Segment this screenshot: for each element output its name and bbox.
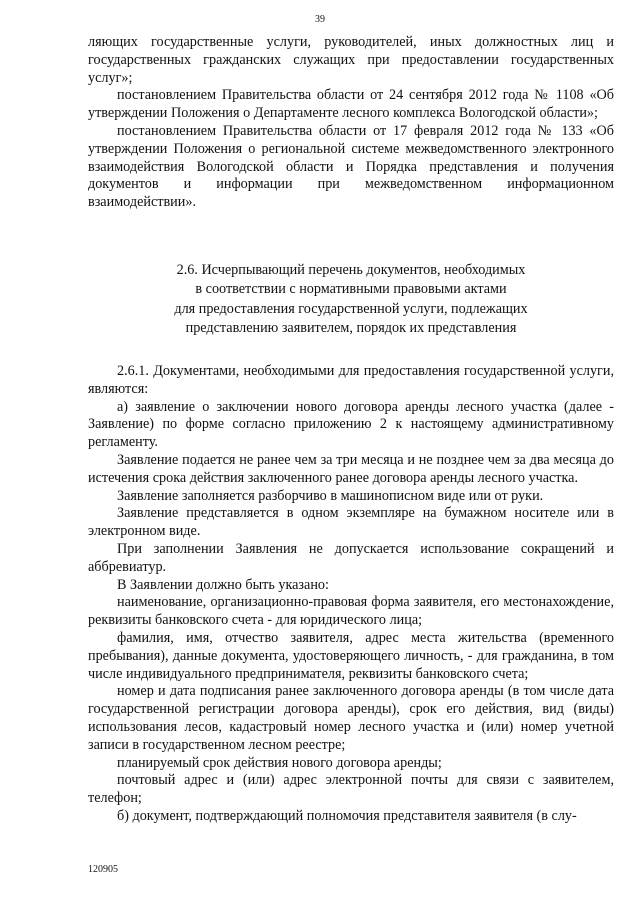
heading-line: для предоставления государственной услуги, подлежащих <box>174 300 528 317</box>
paragraph: почтовый адрес и (или) адрес электронной почты для связи с заявителем, телефон; <box>88 772 614 807</box>
paragraph: номер и дата подписания ранее заключенного договора аренды (в том числе дата государственной регистрации договора аренды), срок его действия, вид (виды) использования лесов, кадастровый номер лесного участка и (или) номер учетной записи в государственном лесном реестре; <box>88 683 614 753</box>
paragraph: При заполнении Заявления не допускается использование сокращений и аббревиатур. <box>88 540 614 575</box>
paragraph: а) заявление о заключении нового договора аренды лесного участка (далее - Заявление) по форме согласно приложению 2 к настоящему административному регламенту. <box>88 398 614 451</box>
heading-line: 2.6. Исчерпывающий перечень документов, необходимых <box>176 261 526 278</box>
document-body <box>88 34 614 826</box>
paragraph: Заявление подается не ранее чем за три месяца и не позднее чем за два месяца до истечения срока действия заключенного ранее договора аренды лесного участка. <box>88 451 614 486</box>
paragraph: 2.6.1. Документами, необходимыми для предоставления государственной услуги, являются: <box>88 362 614 397</box>
paragraph: В Заявлении должно быть указано: <box>117 576 329 593</box>
page-number: 39 <box>315 14 325 25</box>
paragraph: б) документ, подтверждающий полномочия представителя заявителя (в слу- <box>117 807 577 824</box>
heading-line: представлению заявителем, порядок их представления <box>185 320 517 337</box>
document-code: 120905 <box>88 864 118 875</box>
paragraph: ляющих государственные услуги, руководителей, иных должностных лиц и государственных гражданских служащих при предоставлении государственных услуг»; <box>88 34 614 86</box>
paragraph: фамилия, имя, отчество заявителя, адрес места жительства (временного пребывания), данные документа, удостоверяющего личность, - для гражданина, в том числе индивидуального предпринимателя, реквизиты банковского счета; <box>88 629 614 682</box>
paragraph: Заявление заполняется разборчиво в машинописном виде или от руки. <box>117 487 544 504</box>
paragraph: наименование, организационно-правовая форма заявителя, его местонахождение, реквизиты банковского счета - для юридического лица; <box>88 594 614 629</box>
paragraph: постановлением Правительства области от 24 сентября 2012 года № 1108 «Об утверждении Положения о Департаменте лесного комплекса Вологодской области»; <box>88 87 614 122</box>
section-heading <box>88 261 614 339</box>
paragraph: планируемый срок действия нового договора аренды; <box>117 754 442 771</box>
paragraph: постановлением Правительства области от 17 февраля 2012 года № 133 «Об утверждении Положения о региональной системе межведомственного электронного взаимодействия Вологодской области и Порядка представления и получения документов и информации при межведомственном информационном взаимодействии». <box>88 122 614 211</box>
paragraph: Заявление представляется в одном экземпляре на бумажном носителе или в электронном виде. <box>88 505 614 540</box>
heading-line: в соответствии с нормативными правовыми актами <box>195 281 507 298</box>
